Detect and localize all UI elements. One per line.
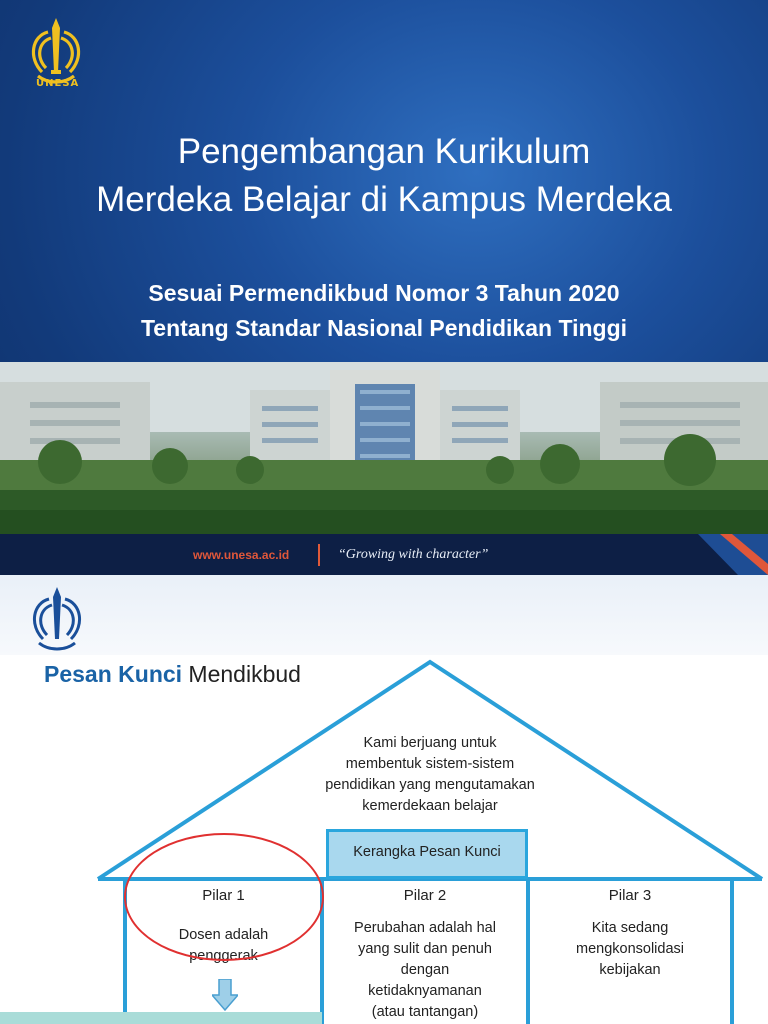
pillar-line: ketidaknyamanan <box>368 983 482 999</box>
pillar-line: kebijakan <box>599 962 661 978</box>
highlight-circle <box>124 833 324 961</box>
roof-line: pendidikan yang mengutamakan <box>325 777 535 793</box>
roof-line: kemerdekaan belajar <box>362 798 498 814</box>
pillar-3-text <box>528 918 732 981</box>
teal-footer-bar <box>0 1012 322 1024</box>
pillar-line: Dosen adalah <box>178 927 269 943</box>
subtitle-line-2: Tentang Standar Nasional Pendidikan Tinggi <box>140 315 628 341</box>
pillar-line: yang sulit dan penuh <box>358 941 492 957</box>
heading-rest: Mendikbud <box>182 661 301 687</box>
pillar-line: dengan <box>400 962 450 978</box>
footer-website-link[interactable]: www.unesa.ac.id <box>193 548 290 562</box>
pillar-line: penggerak <box>189 948 258 964</box>
unesa-logo-label: UNESA <box>36 78 80 89</box>
pillar-2-text <box>322 918 528 1023</box>
title-line-1: Pengembangan Kurikulum <box>177 132 591 171</box>
framework-label: Kerangka Pesan Kunci <box>353 844 501 860</box>
footer-divider <box>318 544 320 566</box>
pillar-line: (atau tantangan) <box>371 1004 479 1020</box>
campus-building-photo <box>0 362 768 534</box>
pillar-line: Kita sedang <box>591 920 669 936</box>
slide-subtitle <box>0 276 768 346</box>
pillar-3-title: Pilar 3 <box>608 887 652 904</box>
content-slide <box>0 575 768 1024</box>
roof-line: membentuk sistem-sistem <box>345 756 515 772</box>
footer-stripe-decoration <box>698 534 768 575</box>
pillar-1-title: Pilar 1 <box>202 887 245 904</box>
arrow-down-icon <box>212 979 238 1011</box>
pillar-2-title: Pilar 2 <box>403 887 447 904</box>
footer-tagline: “Growing with character” <box>338 547 489 562</box>
heading-highlight: Pesan Kunci <box>44 661 183 687</box>
title-line-2: Merdeka Belajar di Kampus Merdeka <box>96 180 672 219</box>
pillar-line: mengkonsolidasi <box>575 941 684 957</box>
slide-title <box>0 128 768 224</box>
subtitle-line-1: Sesuai Permendikbud Nomor 3 Tahun 2020 <box>148 280 620 306</box>
roof-line: Kami berjuang untuk <box>363 735 497 751</box>
pillar-line: Perubahan adalah hal <box>354 920 496 936</box>
framework-label-box <box>326 829 528 879</box>
roof-message <box>285 733 575 817</box>
